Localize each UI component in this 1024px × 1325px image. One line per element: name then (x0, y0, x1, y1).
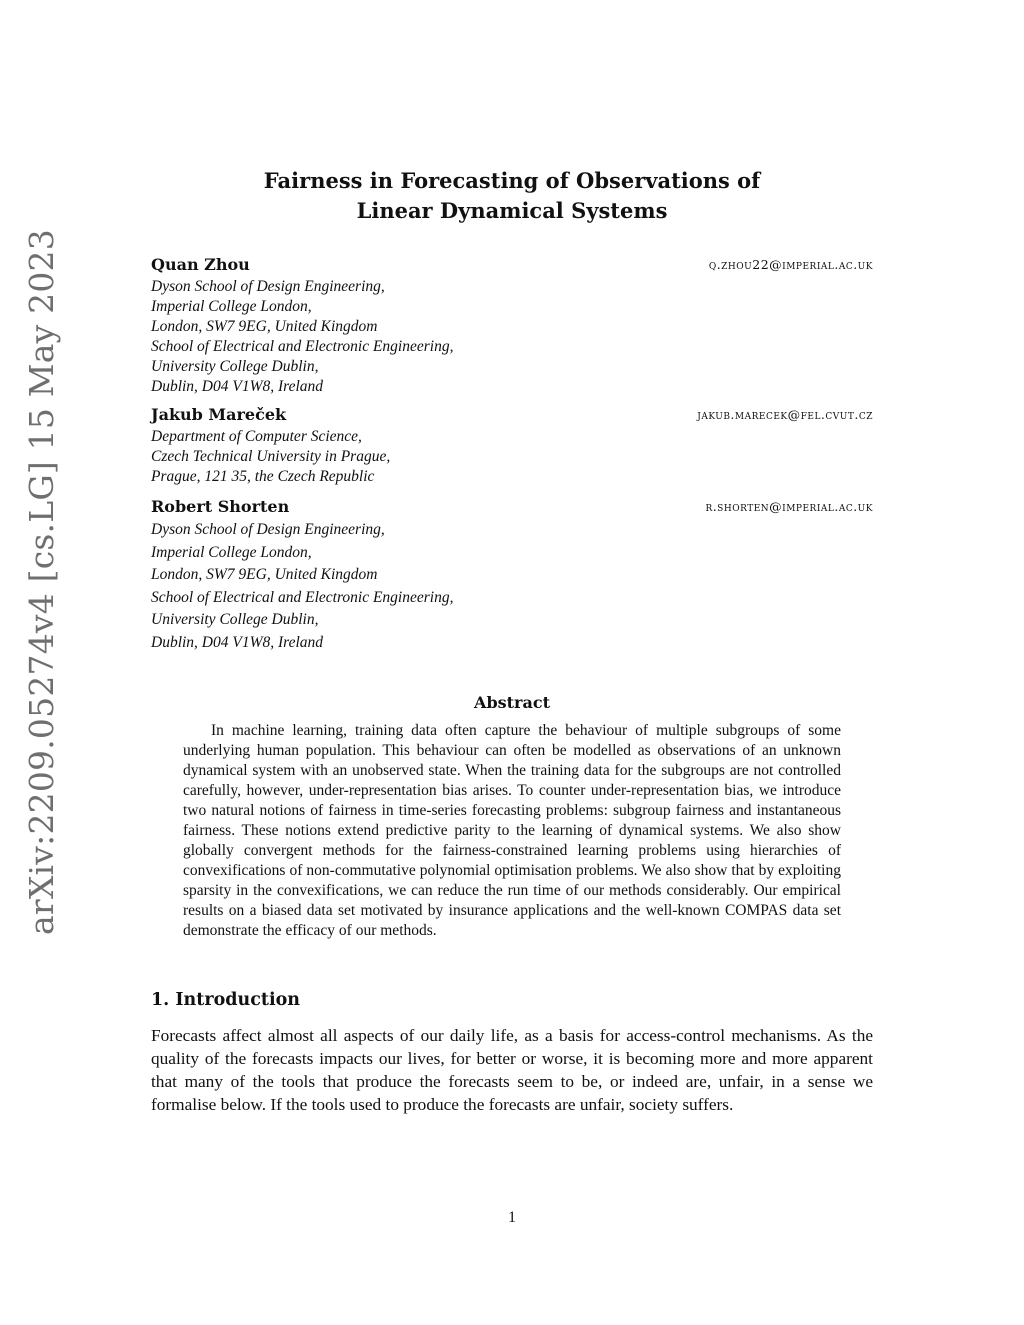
author-affiliation (151, 277, 873, 397)
author-email: q.zhou22@imperial.ac.uk (708, 257, 873, 272)
author-name: Robert Shorten (151, 497, 290, 516)
affiliation-line: Dyson School of Design Engineering, (151, 521, 385, 538)
affiliation-line: University College Dublin, (151, 358, 319, 375)
author-block-marecek (151, 405, 873, 487)
author-email: r.shorten@imperial.ac.uk (705, 499, 873, 514)
affiliation-line: London, SW7 9EG, United Kingdom (151, 318, 378, 335)
affiliation-line: Department of Computer Science, (151, 428, 362, 445)
arxiv-identifier: arXiv:2209.05274v4 [cs.LG] 15 May 2023 (22, 229, 61, 935)
affiliation-line: Dublin, D04 V1W8, Ireland (151, 378, 324, 395)
affiliation-line: Czech Technical University in Prague, (151, 448, 391, 465)
title-line-2: Linear Dynamical Systems (356, 198, 668, 223)
introduction-paragraph: Forecasts affect almost all aspects of our daily life, as a basis for access-control mechanisms. As the quality of the forecasts impacts our lives, for better or worse, it is becoming more and more apparent that many of the tools that produce the forecasts seem to be, or indeed are, unfair, in a sense we formalise below. If the tools used to produce the forecasts are unfair, society suffers. (151, 1026, 873, 1114)
abstract-text: In machine learning, training data often capture the behaviour of multiple subgroups of some underlying human population. This behaviour can often be modelled as observations of an unknown dynamical system with an unobserved state. When the training data for the subgroups are not controlled carefully, however, under-representation bias arises. To counter under-representation bias, we introduce two natural notions of fairness in time-series forecasting problems: subgroup fairness and instantaneous fairness. These notions extend predictive parity to the learning of dynamical systems. We also show globally convergent methods for the fairness-constrained learning problems using hierarchies of convexifications of non-commutative polynomial optimisation problems. We also show that by exploiting sparsity in the convexifications, we can reduce the run time of our methods considerably. Our empirical results on a biased data set motivated by insurance applications and the well-known COMPAS data set demonstrate the efficacy of our methods. (183, 722, 841, 939)
author-name: Quan Zhou (151, 255, 250, 274)
affiliation-line: Prague, 121 35, the Czech Republic (151, 468, 375, 485)
author-affiliation (151, 427, 873, 487)
page-number: 1 (508, 1209, 516, 1226)
abstract-heading: Abstract (474, 693, 550, 712)
affiliation-line: Dublin, D04 V1W8, Ireland (151, 633, 324, 651)
author-block-shorten (151, 497, 873, 655)
section-heading-introduction: 1. Introduction (151, 990, 300, 1010)
author-affiliation (151, 519, 873, 655)
author-block-zhou (151, 255, 873, 397)
author-name: Jakub Mareček (151, 405, 287, 424)
affiliation-line: School of Electrical and Electronic Engineering, (151, 338, 454, 355)
affiliation-line: London, SW7 9EG, United Kingdom (151, 566, 378, 584)
affiliation-line: Imperial College London, (151, 298, 312, 315)
title-line-1: Fairness in Forecasting of Observations of (263, 168, 761, 193)
paper-title (0, 166, 1024, 226)
author-email: jakub.marecek@fel.cvut.cz (697, 407, 873, 422)
affiliation-line: Imperial College London, (151, 543, 312, 561)
affiliation-line: Dyson School of Design Engineering, (151, 278, 385, 295)
affiliation-line: University College Dublin, (151, 611, 319, 629)
affiliation-line: School of Electrical and Electronic Engineering, (151, 588, 454, 606)
